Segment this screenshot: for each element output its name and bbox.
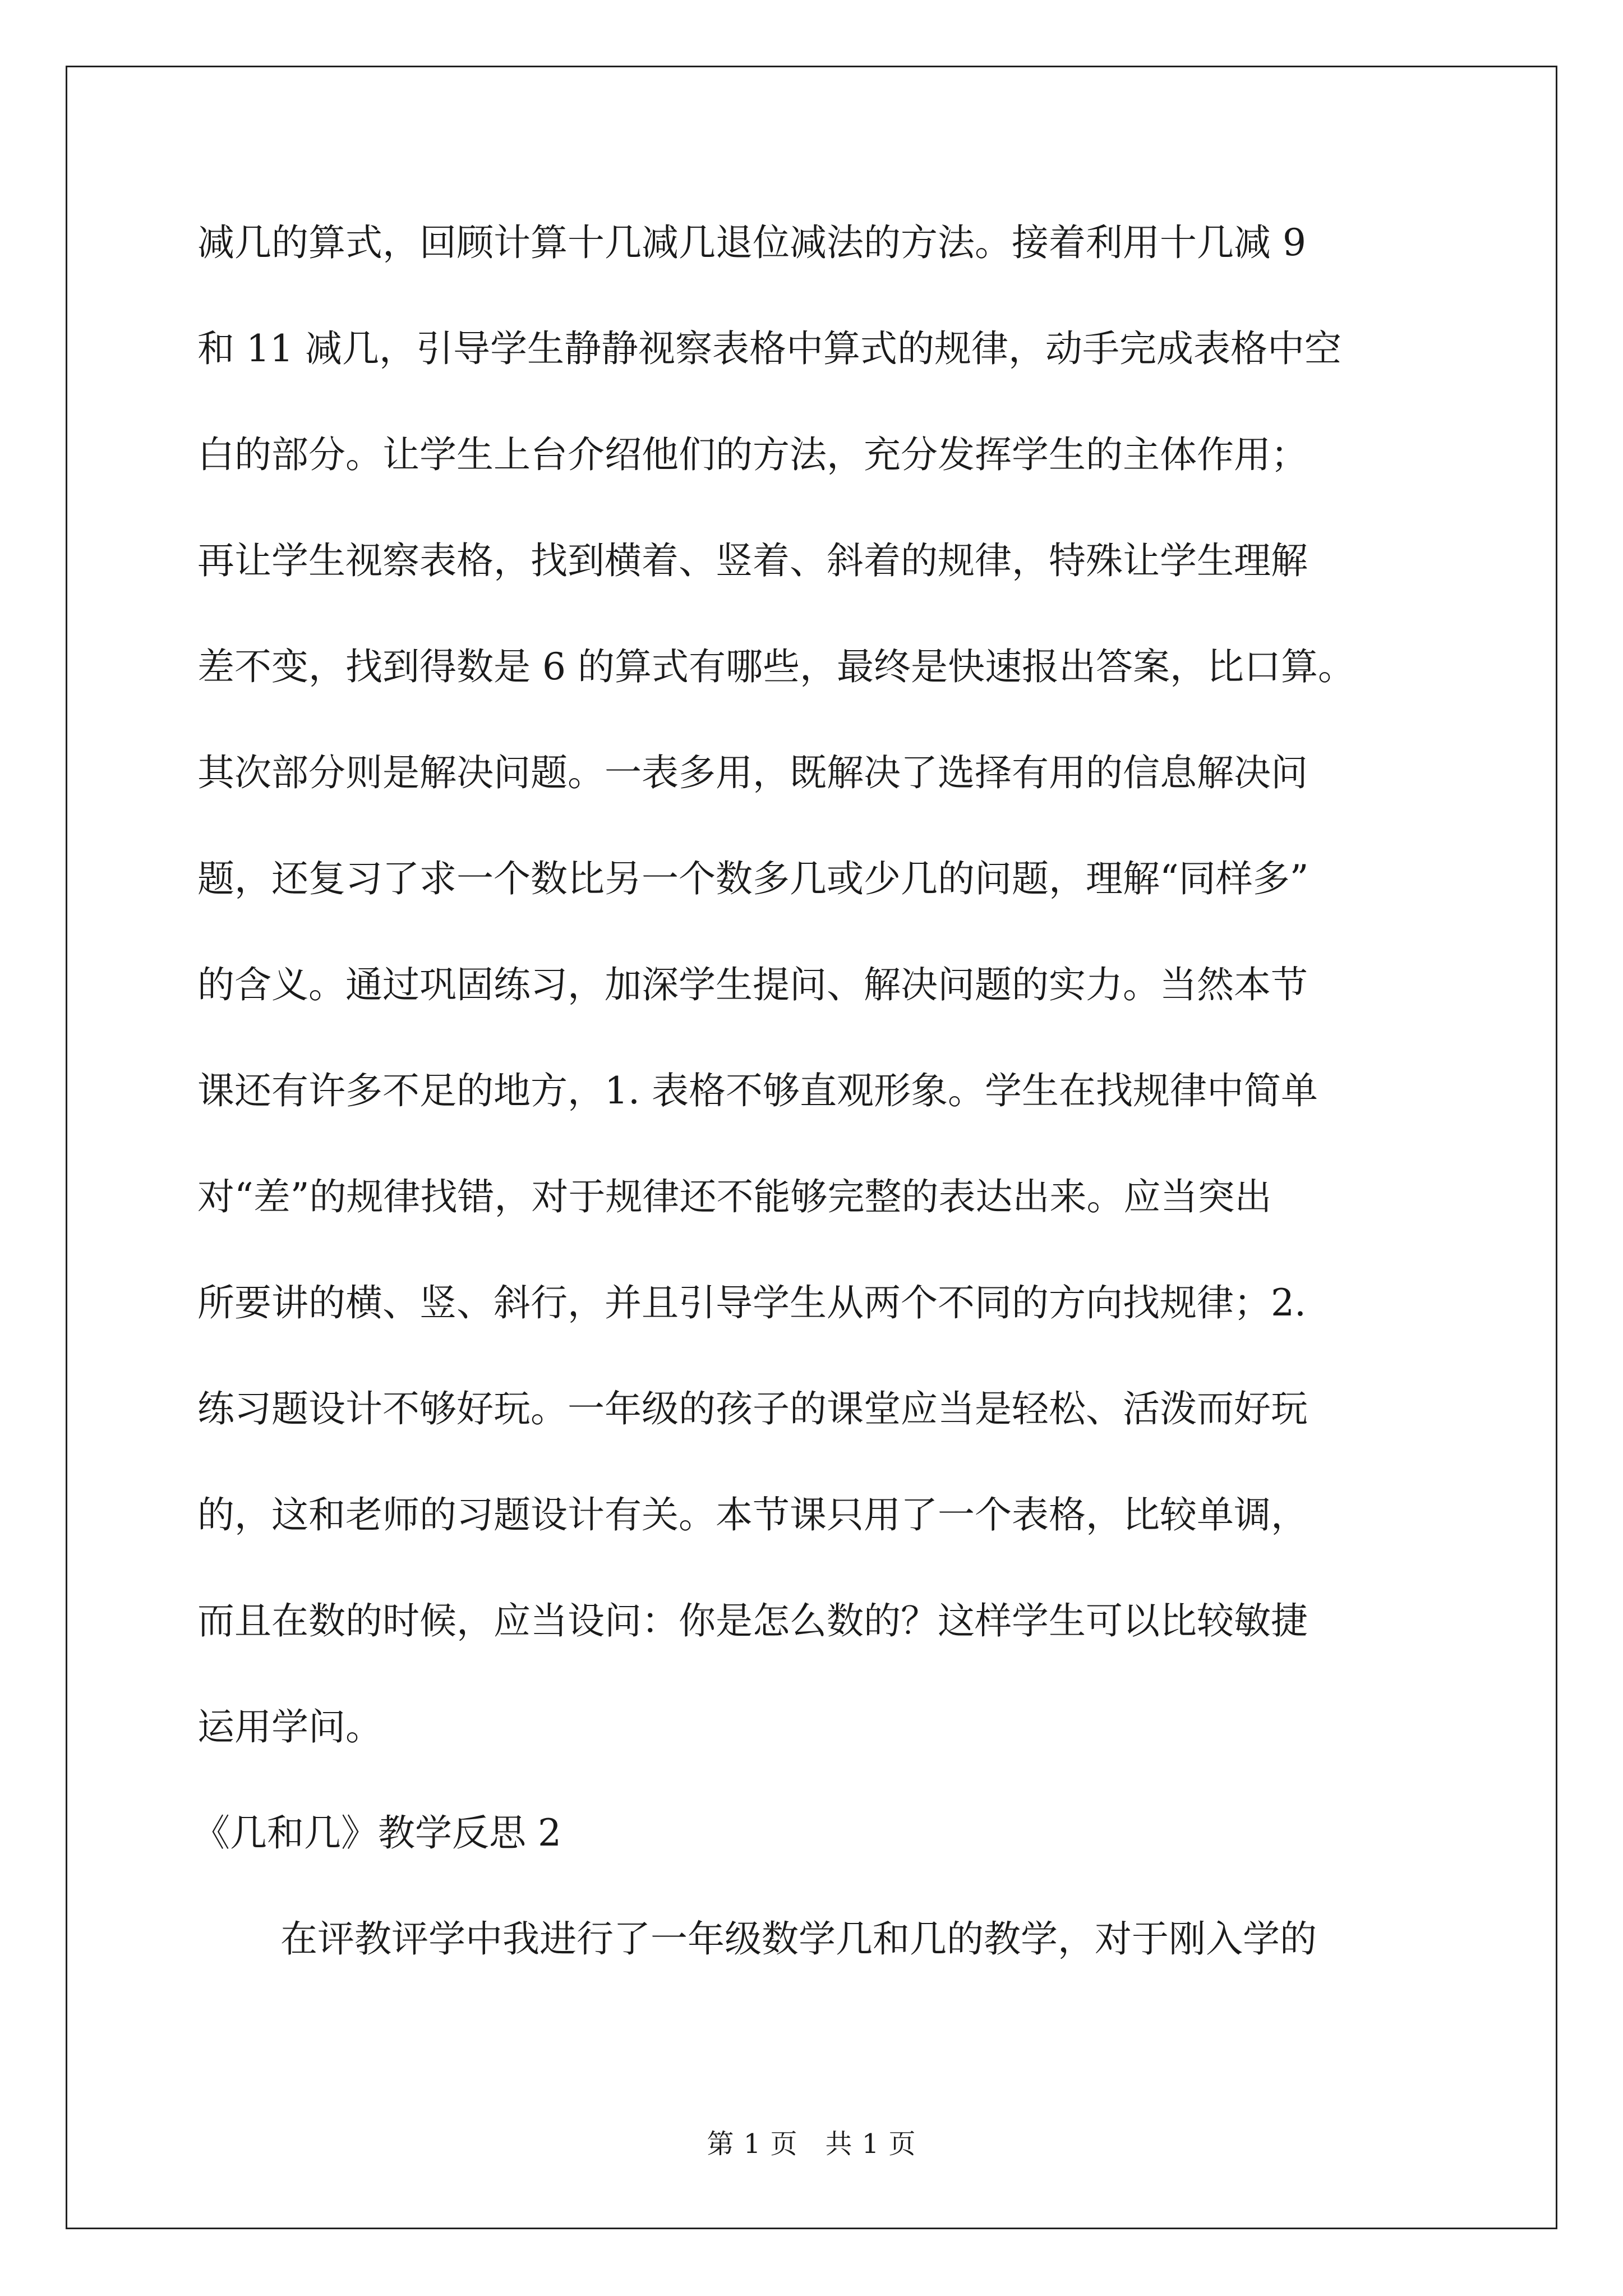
body-line: 白的部分。让学生上台介绍他们的方法，充分发挥学生的主体作用； [197,433,1308,476]
paragraph-first-line: 在评教评学中我进行了一年级数学几和几的教学，对于刚入学的 [280,1917,1317,1961]
body-line: 所要讲的横、竖、斜行，并且引导学生从两个不同的方向找规律；2. [197,1281,1306,1324]
page-footer: 第 1 页 共 1 页 [707,2128,916,2160]
body-line: 和 11 减几，引导学生静静视察表格中算式的规律，动手完成表格中空 [197,327,1341,370]
body-line: 其次部分则是解决问题。一表多用，既解决了选择有用的信息解决问 [197,751,1308,794]
body-line: 对“差”的规律找错，对于规律还不能够完整的表达出来。应当突出 [197,1175,1272,1218]
body-line: 的含义。通过巩固练习，加深学生提问、解决问题的实力。当然本节 [197,963,1308,1006]
body-line: 运用学问。 [197,1705,382,1749]
body-line: 课还有许多不足的地方，1. 表格不够直观形象。学生在找规律中简单 [197,1069,1318,1112]
body-line: 减几的算式，回顾计算十几减几退位减法的方法。接着利用十几减 9 [197,221,1306,264]
body-line: 题，还复习了求一个数比另一个数多几或少几的问题，理解“同样多” [197,857,1309,900]
body-line: 再让学生视察表格，找到横着、竖着、斜着的规律，特殊让学生理解 [197,539,1308,582]
body-line: 的，这和老师的习题设计有关。本节课只用了一个表格，比较单调， [197,1493,1308,1536]
document-body [193,221,1448,2027]
body-line: 而且在数的时候，应当设问：你是怎么数的？这样学生可以比较敏捷 [197,1599,1308,1642]
body-line: 练习题设计不够好玩。一年级的孩子的课堂应当是轻松、活泼而好玩 [197,1387,1308,1430]
section-heading: 《几和几》教学反思 2 [193,1811,561,1855]
body-line: 差不变，找到得数是 6 的算式有哪些，最终是快速报出答案，比口算。 [197,645,1355,688]
